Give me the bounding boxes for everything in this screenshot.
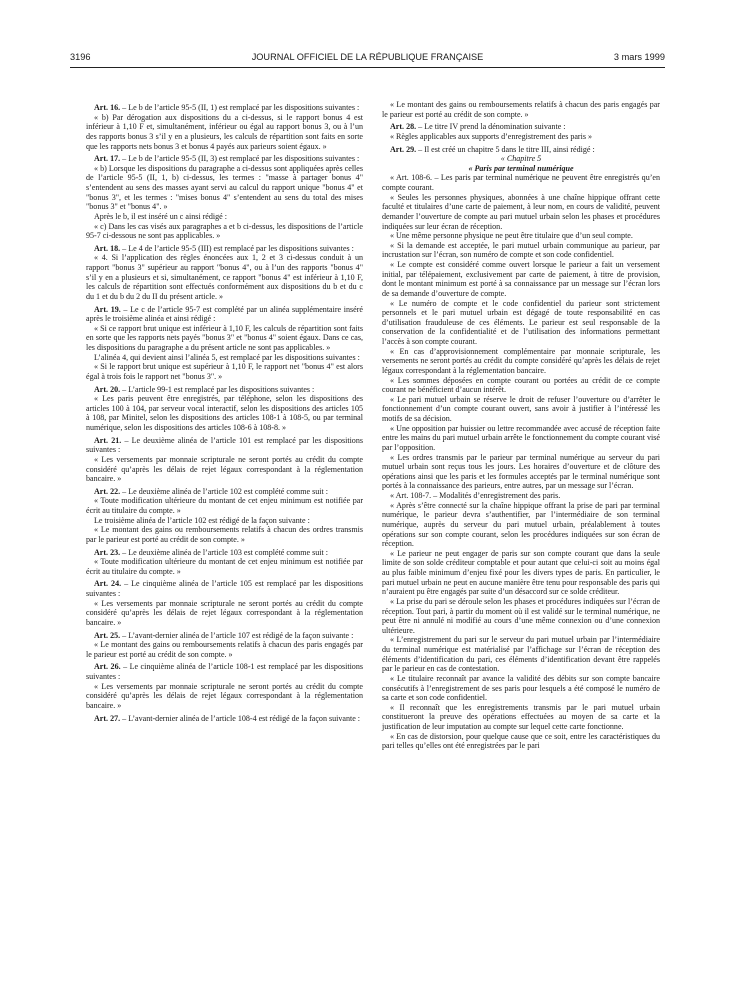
- body-paragraph: « Les sommes déposées en compte courant ou portées au crédit de ce compte courant ne bénéficient d’aucun intérêt.: [382, 375, 660, 395]
- article-paragraph: [86, 385, 363, 395]
- article-label: Art. 25.: [94, 630, 121, 640]
- body-paragraph: « Une opposition par huissier ou lettre recommandée avec accusé de réception faite entre les mains du pari mutuel urbain arrête le fonctionnement du compte courant visé par l’opposition.: [382, 423, 660, 452]
- body-paragraph: Le troisième alinéa de l’article 102 est rédigé de la façon suivante :: [94, 515, 310, 525]
- body-paragraph: « Les ordres transmis par le parieur par terminal numérique au serveur du pari mutuel urbain sont reçus tous les jours. Les horaires d’ouverture et de clôture des opérations ainsi que les paris et les formules acceptés par le terminal numérique sont portés à la connaissance des parieurs, entre autres, par un message sur l’écran.: [382, 452, 660, 491]
- article-text: – L’avant-dernier alinéa de l’article 108-4 est rédigé de la façon suivante :: [120, 713, 361, 723]
- body-paragraph: « Toute modification ultérieure du montant de cet enjeu minimum est notifiée par écrit au titulaire du compte. »: [86, 496, 363, 515]
- article-text: – Le b de l’article 95-5 (II, 3) est remplacé par les dispositions suivantes :: [120, 154, 360, 164]
- article-text: – Le deuxième alinéa de l’article 101 est remplacé par les dispositions suivantes :: [86, 435, 363, 455]
- article-label: Art. 16.: [94, 103, 121, 112]
- article-text: – Il est créé un chapitre 5 dans le titre III, ainsi rédigé :: [416, 144, 595, 154]
- body-paragraph: « Toute modification ultérieure du montant de cet enjeu minimum est notifiée par écrit au titulaire du compte. »: [86, 557, 363, 576]
- page-header: [70, 52, 665, 66]
- body-paragraph: « En cas de distorsion, pour quelque cause que ce soit, entre les caractéristiques du pari telles qu’elles ont été enregistrées par le pari: [382, 731, 660, 751]
- body-paragraph: « 4. Si l’application des règles énoncées aux 1, 2 et 3 ci-dessus conduit à un rapport "bonus 3" supérieur au rapport "bonus 4", ou à l’un des rapports "bonus 4" s’il y en a plusieurs et si, simultanément, ce rapport "bonus 4" est inférieur à 1,10 F, les calculs de répartition sont effectués conformément aux dispositions du b et du c du 1 et du b du 2 du II du présent article. »: [86, 253, 363, 301]
- article-paragraph: [382, 145, 660, 155]
- article-paragraph: [86, 244, 363, 254]
- body-paragraph: « Une même personne physique ne peut être titulaire que d’un seul compte.: [390, 231, 633, 241]
- article-label: Art. 27.: [94, 713, 121, 723]
- body-paragraph: « Art. 108-7. – Modalités d’enregistrement des paris.: [390, 491, 561, 500]
- article-paragraph: [382, 122, 660, 132]
- article-text: – Le 4 de l’article 95-5 (III) est remplacé par les dispositions suivantes :: [120, 243, 354, 253]
- body-paragraph: « Le numéro de compte et le code confidentiel du parieur sont strictement personnels et le pari mutuel urbain est dégagé de toute responsabilité en cas d’utilisation frauduleuse de ces éléments. Le parieur est seul responsable de la conservation de la confidentialité et de l’utilisation des informations permettant l’accès à son compte courant.: [382, 298, 660, 346]
- body-paragraph: « Le montant des gains ou remboursements relatifs à chacun des paris engagés par le parieur est porté au crédit de son compte. »: [86, 640, 363, 659]
- body-paragraph: « Seules les personnes physiques, abonnées à une chaîne hippique offrant cette faculté et titulaires d’une carte de paiement, à leur nom, en cours de validité, peuvent demander l’ouverture de compte au pari mutuel urbain selon les phases et procédures indiquées sur leur écran de réception.: [382, 192, 660, 231]
- article-paragraph: [86, 548, 363, 558]
- body-paragraph: « Après s’être connecté sur la chaîne hippique offrant la prise de pari par terminal numérique, le parieur devra s’authentifier, par l’intermédiaire de son terminal numérique, auprès du serveur du pari mutuel urbain, préalablement à toutes opérations sur son compte courant, selon les procédures indiquées sur son écran de réception.: [382, 500, 660, 549]
- article-text: – Le deuxième alinéa de l’article 102 est complété comme suit :: [120, 486, 328, 496]
- article-paragraph: [86, 305, 363, 324]
- body-paragraph: « Les versements par monnaie scripturale ne seront portés au crédit du compte considéré qu’après les délais de rejet légaux correspondant à la réglementation bancaire. »: [86, 454, 363, 484]
- article-text: – Le c de l’article 95-7 est complété par un alinéa supplémentaire inséré après le troisième alinéa et ainsi rédigé :: [86, 304, 363, 324]
- article-text: – L’article 99-1 est remplacé par les dispositions suivantes :: [120, 384, 315, 394]
- chapter-heading: « Chapitre 5: [500, 154, 542, 164]
- article-label: Art. 29.: [390, 144, 417, 154]
- header-rule: [70, 67, 665, 68]
- article-label: Art. 26.: [94, 662, 121, 672]
- right-column: [382, 100, 660, 751]
- body-paragraph: « La prise du pari se déroule selon les phases et procédures indiquées sur l’écran de réception. Tout pari, à partir du moment où il est validé sur le terminal numérique, ne peut être ni annulé ni modifié au cours d’une même connexion ou d’une connexion ultérieure.: [382, 596, 660, 635]
- article-label: Art. 28.: [390, 122, 417, 132]
- body-paragraph: « Les versements par monnaie scripturale ne seront portés au crédit du compte considéré qu’après les délais de rejet légaux correspondant à la réglementation bancaire. »: [86, 681, 363, 710]
- chapter-title: « Paris par terminal numérique: [468, 163, 574, 173]
- article-label: Art. 24.: [94, 579, 122, 589]
- body-paragraph: « Règles applicables aux supports d’enregistrement des paris »: [390, 131, 593, 141]
- body-paragraph: L’alinéa 4, qui devient ainsi l’alinéa 5, est remplacé par les dispositions suivantes :: [94, 352, 360, 362]
- article-label: Art. 17.: [94, 154, 121, 164]
- body-paragraph: « Si le rapport brut unique est supérieur à 1,10 F, le rapport net "bonus 4" est alors égal à trois fois le rapport net "bonus 3". »: [86, 362, 363, 381]
- body-paragraph: Après le b, il est inséré un c ainsi rédigé :: [94, 211, 227, 221]
- body-paragraph: « Il reconnaît que les enregistrements transmis par le pari mutuel urbain constitueront la preuve des opérations effectuées au moyen de sa carte et la justification de leur imputation au compte sur lequel cette carte fonctionne.: [382, 702, 660, 731]
- article-label: Art. 18.: [94, 243, 121, 253]
- body-paragraph: « b) Lorsque les dispositions du paragraphe a ci-dessus sont appliquées après celles de l’article 95-5 (II, 1, b) ci-dessus, les termes : "masse à partager bonus 4" s’entendent au sens des masses ayant servi au calcul du rapport unique "bonus 4" et "bonus 3", et les termes : "mises bonus 4" s’entendent au sens du total des mises "bonus 3" et "bonus 4". »: [86, 163, 363, 212]
- body-paragraph: « Les paris peuvent être enregistrés, par téléphone, selon les dispositions des articles 100 à 104, par serveur vocal interactif, selon les dispositions des articles 105 à 108, par Minitel, selon les dispositions des articles 108-1 à 108-5, ou par terminal numérique, selon les dispositions des articles 108-6 à 108-8. »: [86, 394, 363, 432]
- article-paragraph: [86, 662, 363, 681]
- article-text: – Le b de l’article 95-5 (II, 1) est remplacé par les dispositions suivantes :: [120, 103, 360, 112]
- body-paragraph: « Le compte est considéré comme ouvert lorsque le parieur a fait un versement initial, par télépaiement, exclusivement par carte de paiement, à titre de provision, dont le montant minimum est porté à sa connaissance par un message sur l’écran lors de sa demande d’ouverture de compte.: [382, 260, 660, 298]
- article-label: Art. 22.: [94, 486, 121, 496]
- body-paragraph: « Le pari mutuel urbain se réserve le droit de refuser l’ouverture ou d’arrêter le fonctionnement d’un compte courant ouvert, sans avoir à justifier à l’intéressé les motifs de sa décision.: [382, 394, 660, 423]
- article-text: – Le cinquième alinéa de l’article 105 est remplacé par les dispositions suivantes :: [86, 579, 363, 598]
- article-label: Art. 21.: [94, 435, 122, 445]
- article-text: – L’avant-dernier alinéa de l’article 107 est rédigé de la façon suivante :: [120, 630, 354, 640]
- body-paragraph: « Si la demande est acceptée, le pari mutuel urbain communique au parieur, par incrustation sur l’écran, son numéro de compte et son code confidentiel.: [382, 240, 660, 260]
- body-paragraph: « c) Dans les cas visés aux paragraphes a et b ci-dessus, les dispositions de l’article 95-7 ci-dessous ne sont pas applicables. »: [86, 221, 363, 241]
- body-paragraph: « En cas d’approvisionnement complémentaire par monnaie scripturale, les versements ne seront portés au crédit du compte considéré qu’après les délais de rejet légaux correspondant à la réglementation bancaire.: [382, 346, 660, 375]
- publication-date: 3 mars 1999: [613, 52, 665, 62]
- article-paragraph: [86, 154, 363, 164]
- body-paragraph: « Le titulaire reconnaît par avance la validité des débits sur son compte bancaire consécutifs à l’enregistrement de ses paris pour lesquels a été composé le numéro de sa carte et son code confidentiel.: [382, 673, 660, 703]
- article-text: – Le titre IV prend la dénomination suivante :: [416, 122, 566, 132]
- body-paragraph: « Le montant des gains ou remboursements relatifs à chacun des paris engagés par le parieur est porté au crédit de son compte. »: [382, 100, 660, 119]
- body-paragraph: « Le montant des gains ou remboursements relatifs à chacun des ordres transmis par le parieur est porté au crédit de son compte. »: [86, 525, 363, 544]
- article-paragraph: [86, 631, 363, 641]
- article-label: Art. 20.: [94, 384, 121, 394]
- article-paragraph: [86, 579, 363, 598]
- article-label: Art. 19.: [94, 304, 121, 314]
- article-text: – Le cinquième alinéa de l’article 108-1 est remplacé par les dispositions suivantes :: [86, 662, 363, 681]
- article-paragraph: [86, 103, 363, 113]
- body-paragraph: « L’enregistrement du pari sur le serveur du pari mutuel urbain par l’intermédiaire du terminal numérique est matérialisé par l’affichage sur l’écran de réception des éléments d’identification du pari, ces éléments d’identification devant être rappelés par le parieur en cas de contestation.: [382, 635, 660, 674]
- article-paragraph: [86, 487, 363, 497]
- article-paragraph: [86, 436, 363, 455]
- body-paragraph: « Si ce rapport brut unique est inférieur à 1,10 F, les calculs de répartition sont faits en sorte que les rapports nets payés "bonus 3" et "bonus 4" soient égaux. Dans ce cas, les dispositions du paragraphe a du présent article ne sont pas applicables. »: [86, 323, 363, 352]
- article-label: Art. 23.: [94, 547, 121, 557]
- body-paragraph: « Art. 108-6. – Les paris par terminal numérique ne peuvent être enregistrés qu’en compte courant.: [382, 173, 660, 192]
- left-column: [86, 100, 363, 723]
- article-paragraph: [86, 714, 363, 724]
- body-paragraph: « Le parieur ne peut engager de paris sur son compte courant que dans la seule limite de son solde créditeur comptable et pour autant que celui-ci soit au moins égal au plus faible minimum d’enjeu fixé pour les divers types de paris. En particulier, le pari mutuel urbain ne peut en aucune manière être tenu pour responsable des paris qui n’auraient pu être engagés par suite d’un désaccord sur ce solde créditeur.: [382, 548, 660, 597]
- article-text: – Le deuxième alinéa de l’article 103 est complété comme suit :: [120, 547, 328, 557]
- body-paragraph: « Les versements par monnaie scripturale ne seront portés au crédit du compte considéré qu’après les délais de rejet légaux correspondant à la réglementation bancaire. »: [86, 598, 363, 627]
- body-paragraph: « b) Par dérogation aux dispositions du a ci-dessus, si le rapport bonus 4 est inférieur à 1,10 F et, simultanément, inférieur ou égal au rapport bonus 3, ou à l’un des rapports bonus 3 s’il y en a plusieurs, les calculs de répartition sont faits en sorte que les rapports nets bonus 3 et bonus 4 payés aux parieurs soient égaux. »: [86, 112, 363, 151]
- page-number: 3196: [70, 52, 91, 62]
- journal-title: JOURNAL OFFICIEL DE LA RÉPUBLIQUE FRANÇAISE: [251, 52, 484, 62]
